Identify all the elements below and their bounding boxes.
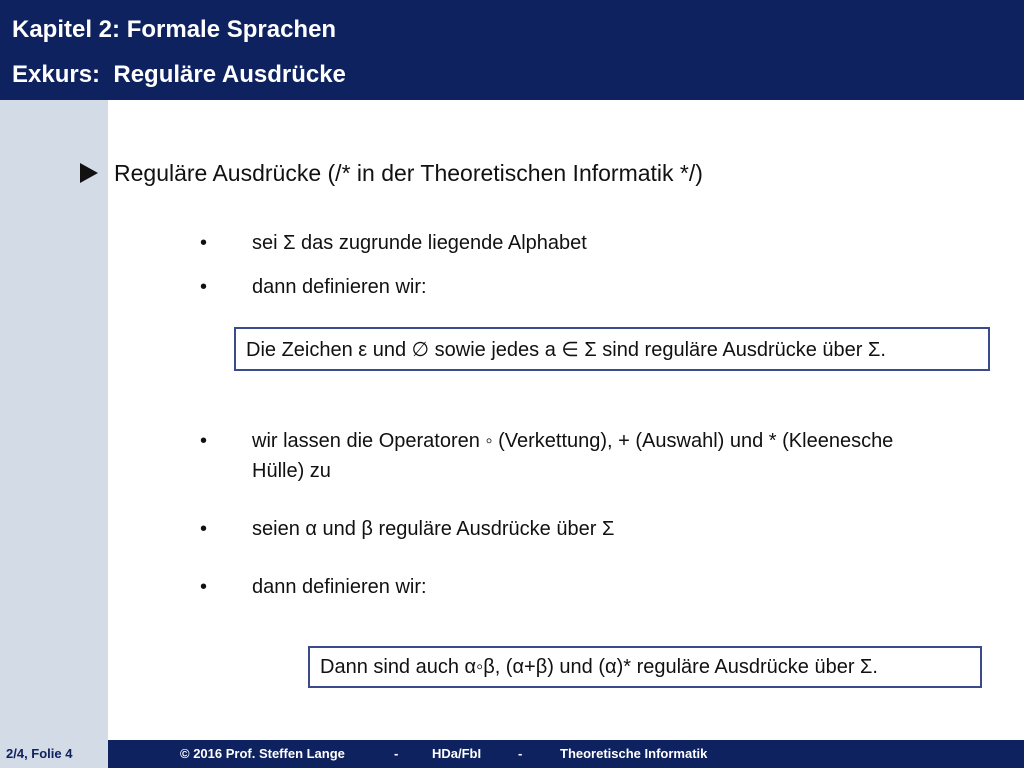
- footer-institution: HDa/FbI: [432, 746, 482, 761]
- bullet-dot: •: [200, 518, 208, 540]
- bullet-dot: •: [200, 576, 208, 598]
- slide-footer: [0, 740, 1024, 768]
- bullet-text: dann definieren wir:: [252, 276, 427, 298]
- bullet-text: Hülle) zu: [252, 460, 331, 482]
- footer-separator: -: [518, 746, 523, 761]
- bullet-dot: •: [200, 430, 208, 452]
- bullet-dot: •: [200, 276, 208, 298]
- slide-heading: [80, 160, 703, 187]
- bullet-text: sei Σ das zugrunde liegende Alphabet: [252, 232, 587, 254]
- definition-box-operators: [308, 646, 982, 688]
- bullet-dot: •: [200, 232, 208, 254]
- section-subtitle: Exkurs: Reguläre Ausdrücke: [12, 61, 346, 88]
- triangle-bullet-icon: [80, 163, 98, 183]
- footer-copyright: © 2016 Prof. Steffen Lange: [180, 746, 345, 761]
- footer-bar: [108, 740, 1024, 768]
- bullet-text: seien α und β reguläre Ausdrücke über Σ: [252, 518, 615, 540]
- left-sidebar-band: [0, 100, 108, 740]
- chapter-title: Kapitel 2: Formale Sprachen: [12, 16, 337, 43]
- bullet-item: [200, 576, 427, 645]
- footer-separator: -: [394, 746, 399, 761]
- slide-number: 2/4, Folie 4: [0, 740, 108, 768]
- definition-box-text: Dann sind auch α◦β, (α+β) und (α)* reguläre Ausdrücke über Σ.: [320, 656, 878, 678]
- bullet-item: [200, 276, 427, 345]
- definition-box-text: Die Zeichen ε und ∅ sowie jedes a ∈ Σ sind reguläre Ausdrücke über Σ.: [246, 339, 886, 361]
- slide-header: [0, 0, 1024, 100]
- heading-text: Reguläre Ausdrücke (/* in der Theoretischen Informatik */): [114, 160, 703, 186]
- definition-box-base: [234, 327, 990, 371]
- bullet-continuation: [200, 460, 331, 506]
- bullet-text: wir lassen die Operatoren ◦ (Verkettung), + (Auswahl) und * (Kleenesche: [252, 430, 894, 452]
- footer-course: Theoretische Informatik: [560, 746, 708, 761]
- bullet-text: dann definieren wir:: [252, 576, 427, 598]
